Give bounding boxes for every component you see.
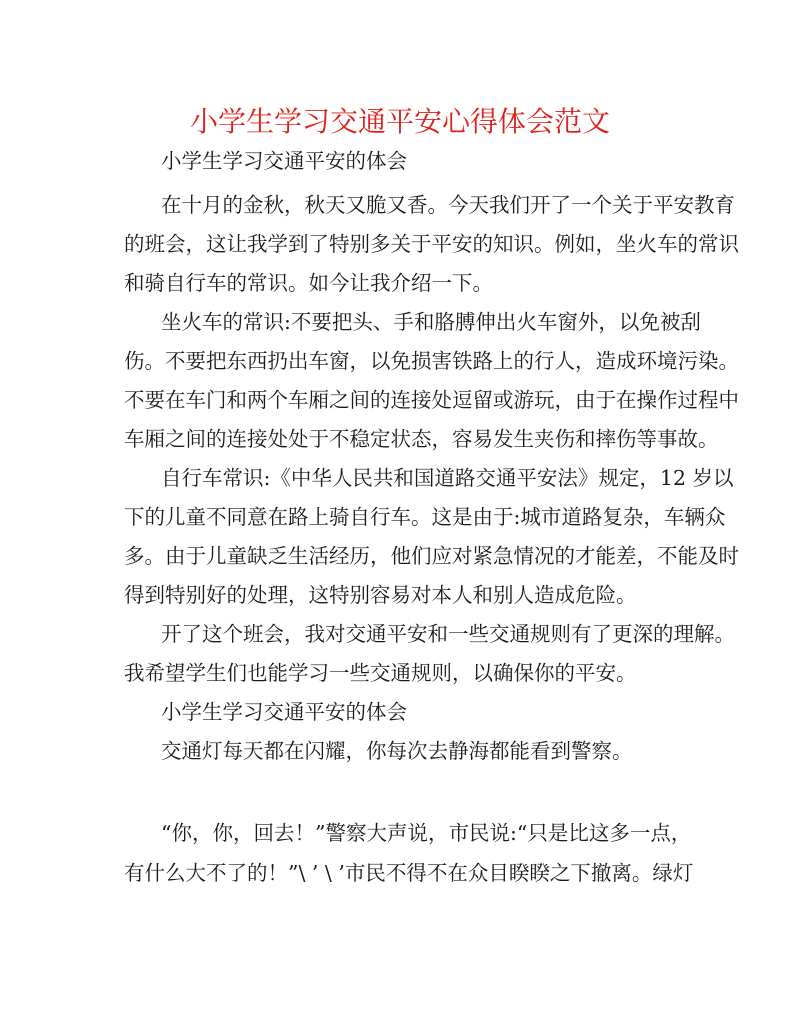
paragraph-3-line-4: 得到特别好的处理，这特别容易对本人和别人造成危险。 <box>124 583 637 607</box>
paragraph-1-line-2: 的班会，这让我学到了特别多关于平安的知识。例如，坐火车的常识 <box>124 232 739 256</box>
paragraph-3-line-2: 下的儿童不同意在路上骑自行车。这是由于:城市道路复杂，车辆众 <box>124 505 726 529</box>
paragraph-6-line-1: “你，你，回去！”警察大声说，市民说:“只是比这多一点， <box>161 821 692 845</box>
paragraph-6-line-2: 有什么大不了的！”\ ’ \ ’市民不得不在众目睽睽之下撤离。绿灯 <box>124 861 694 885</box>
paragraph-4-line-2: 我希望学生们也能学习一些交通规则，以确保你的平安。 <box>124 661 637 685</box>
document-title: 小学生学习交通平安心得体会范文 <box>189 105 610 138</box>
section-heading-1: 小学生学习交通平安的体会 <box>161 149 407 173</box>
paragraph-2-line-4: 车厢之间的连接处处于不稳定状态，容易发生夹伤和摔伤等事故。 <box>124 427 719 451</box>
paragraph-1-line-3: 和骑自行车的常识。如今让我介绍一下。 <box>124 271 493 295</box>
paragraph-5-line-1: 交通灯每天都在闪耀，你每次去静海都能看到警察。 <box>161 739 633 763</box>
section-heading-2: 小学生学习交通平安的体会 <box>161 700 407 724</box>
paragraph-2-line-2: 伤。不要把东西扔出车窗，以免损害铁路上的行人，造成环境污染。 <box>124 349 739 373</box>
paragraph-2-line-3: 不要在车门和两个车厢之间的连接处逗留或游玩，由于在操作过程中 <box>124 388 739 412</box>
paragraph-1-line-1: 在十月的金秋，秋天又脆又香。今天我们开了一个关于平安教育 <box>161 193 735 217</box>
paragraph-2-line-1: 坐火车的常识:不要把头、手和胳膊伸出火车窗外，以免被刮 <box>161 310 701 334</box>
paragraph-3-line-3: 多。由于儿童缺乏生活经历，他们应对紧急情况的才能差，不能及时 <box>124 544 739 568</box>
paragraph-3-line-1: 自行车常识:《中华人民共和国道路交通平安法》规定，12 岁以 <box>161 466 734 490</box>
paragraph-4-line-1: 开了这个班会，我对交通平安和一些交通规则有了更深的理解。 <box>161 622 735 646</box>
